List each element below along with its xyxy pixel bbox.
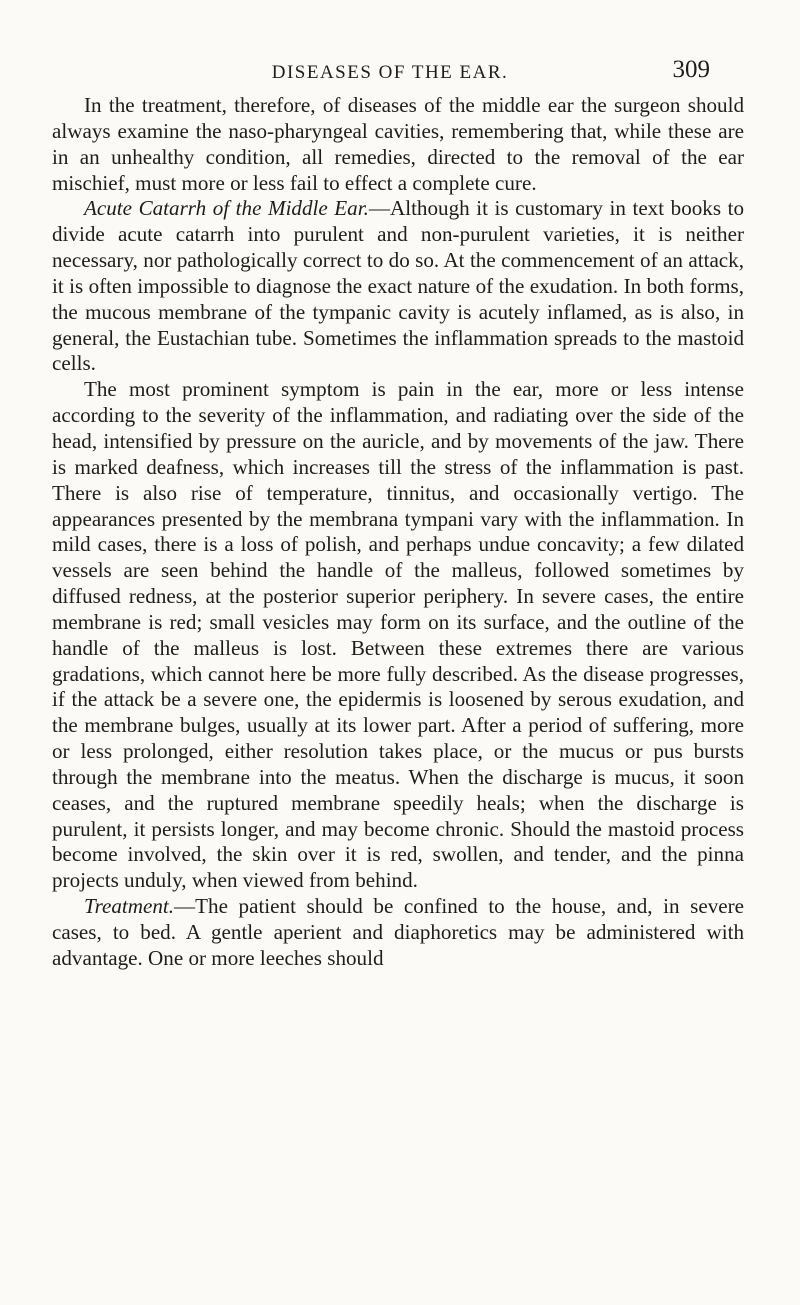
paragraph-acute-catarrh [52, 196, 744, 377]
paragraph-symptoms: The most prominent symptom is pain in the ear, more or less intense according to the severity of the inflammation, and radiating over the side of the head, intensified by pressure on the auricle, and by movements of the jaw. There is marked deafness, which increases till the stress of the inflammation is past. There is also rise of temperature, tinnitus, and occasionally vertigo. The appearances presented by the membrana tympani vary with the inflammation. In mild cases, there is a loss of polish, and perhaps undue concavity; a few dilated vessels are seen behind the handle of the malleus, followed sometimes by diffused redness, at the posterior superior periphery. In severe cases, the entire membrane is red; small vesicles may form on its surface, and the outline of the handle of the malleus is lost. Between these extremes there are various gradations, which cannot here be more fully described. As the disease progresses, if the attack be a severe one, the epidermis is loosened by serous exudation, and the membrane bulges, usually at its lower part. After a period of suffering, more or less prolonged, either resolution takes place, or the mucus or pus bursts through the membrane into the meatus. When the discharge is mucus, it soon ceases, and the ruptured membrane speedily heals; when the discharge is purulent, it persists longer, and may become chronic. Should the mastoid process become involved, the skin over it is red, swollen, and tender, and the pinna projects unduly, when viewed from behind. [52, 377, 744, 893]
page-number: 309 [672, 56, 710, 83]
paragraph-acute-catarrh-text: —Although it is customary in text books to divide acute catarrh into purulent and non-purulent varieties, it is neither necessary, nor pathologically correct to do so. At the commencement of an attack, it is often impossible to diagnose the exact nature of the exudation. In both forms, the mucous membrane of the tympanic cavity is acutely inflamed, as is also, in general, the Eustachian tube. Sometimes the inflammation spreads to the mastoid cells. [52, 196, 744, 376]
running-head: DISEASES OF THE EAR. [271, 62, 509, 83]
paragraph-middle-ear-treatment: In the treatment, therefore, of diseases of the middle ear the surgeon should always examine the naso-pharyngeal cavities, remembering that, while these are in an unhealthy condition, all remedies, directed to the removal of the ear mischief, must more or less fail to effect a complete cure. [52, 93, 744, 195]
body-text [52, 93, 744, 972]
paragraph-treatment-text: —The patient should be confined to the house, and, in severe cases, to bed. A gentle aperient and diaphoretics may be administered with advantage. One or more leeches should [52, 894, 744, 970]
page-header [70, 56, 710, 92]
section-heading-acute-catarrh: Acute Catarrh of the Middle Ear. [84, 196, 369, 221]
paragraph-treatment [52, 894, 744, 972]
section-heading-treatment: Treatment. [84, 894, 175, 919]
